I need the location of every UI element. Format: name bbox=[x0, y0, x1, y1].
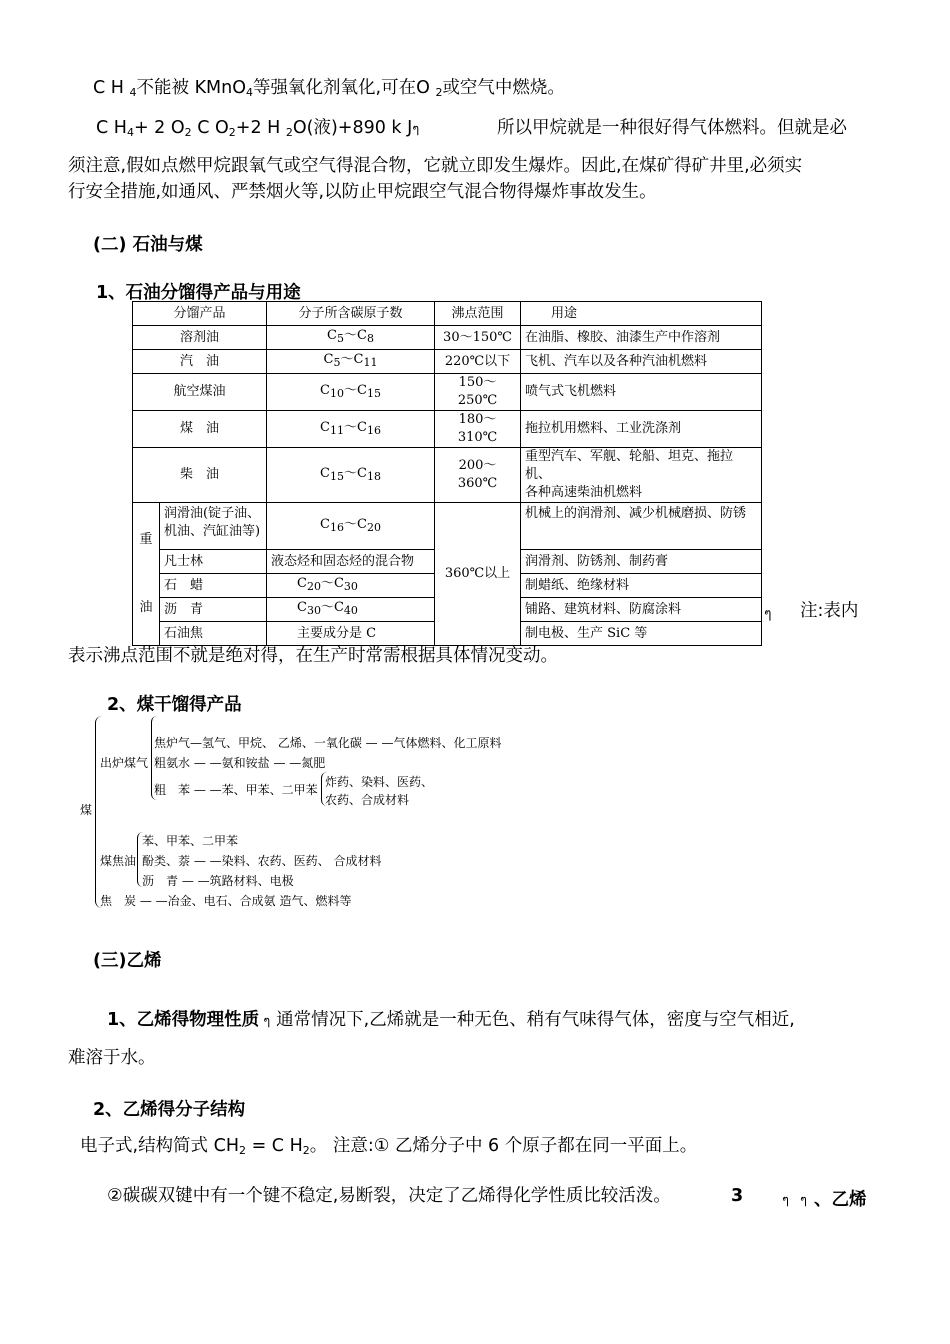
subsection-title-2: 2、煤干馏得产品 bbox=[107, 695, 242, 715]
cell-text: C bbox=[320, 516, 330, 532]
cell-sub: 18 bbox=[366, 469, 381, 483]
table-cell: 180～310℃ bbox=[435, 411, 521, 448]
cell-sub: 30 bbox=[343, 580, 358, 593]
cell-sub: 20 bbox=[306, 580, 321, 593]
text-seg: C H bbox=[93, 78, 130, 98]
cell-sub: 40 bbox=[343, 604, 358, 617]
header-cell: 分馏产品 bbox=[133, 302, 267, 326]
table-cell: 润滑剂、防锈剂、制药膏 bbox=[521, 550, 762, 574]
table-cell: 铺路、建筑材料、防腐涂料 bbox=[521, 598, 762, 622]
text-seg: 不能被 KMnO bbox=[136, 78, 247, 98]
table-cell bbox=[267, 503, 435, 550]
cell-text: ～C bbox=[340, 352, 364, 367]
table-cell: 石 蜡 bbox=[160, 574, 267, 598]
cell-sub: 15 bbox=[330, 469, 344, 483]
cell-text: C bbox=[320, 382, 330, 398]
text-seg: +2 H bbox=[235, 118, 286, 138]
cell-text: C bbox=[320, 419, 330, 435]
tree-root: 煤 bbox=[80, 803, 93, 817]
ethylene-physical-text: 通常情况下,乙烯就是一种无色、稍有气味得气体，密度与空气相近, bbox=[276, 1010, 795, 1030]
cell-text: C bbox=[327, 328, 337, 343]
header-cell: 用途 bbox=[521, 302, 762, 326]
table-cell: 溶剂油 bbox=[133, 326, 267, 350]
tree-leaf: 酚类、萘 — —染料、农药、医药、 合成材料 bbox=[142, 854, 382, 868]
table-cell: 制蜡纸、绝缘材料 bbox=[521, 574, 762, 598]
table-cell: 主要成分是 C bbox=[267, 622, 435, 646]
text-line-2 bbox=[96, 118, 419, 143]
table-cell bbox=[160, 503, 267, 550]
table-cell bbox=[267, 350, 435, 374]
text-sub: 4 bbox=[126, 126, 134, 139]
table-cell bbox=[267, 598, 435, 622]
table-row bbox=[133, 374, 762, 411]
ethylene-structure-line bbox=[80, 1136, 697, 1161]
tree-leaf: 粗 苯 — —苯、甲苯、二甲苯 bbox=[154, 783, 318, 797]
table-cell: 喷气式飞机燃料 bbox=[521, 374, 762, 411]
cell-text: ～C bbox=[344, 328, 367, 343]
cell-text: 机油、汽缸油等) bbox=[164, 524, 261, 539]
text-sub: 4 bbox=[246, 86, 254, 99]
text-sub: 2 bbox=[285, 126, 293, 139]
table-cell: 沥 青 bbox=[160, 598, 267, 622]
tree-leaf: 农药、合成材料 bbox=[325, 793, 410, 807]
cell-text: C bbox=[320, 465, 330, 481]
cell-text: ～C bbox=[320, 576, 344, 591]
header-cell: 沸点范围 bbox=[435, 302, 521, 326]
cell-text: ～C bbox=[344, 419, 367, 435]
section-title-2: (二) 石油与煤 bbox=[93, 235, 203, 255]
cell-text: ～C bbox=[320, 600, 344, 615]
text-seg: 。 注意:① 乙烯分子中 6 个原子都在同一平面上。 bbox=[309, 1136, 698, 1156]
ethylene-physical-title: 1、乙烯得物理性质 bbox=[107, 1010, 260, 1030]
tree-leaf: 粗氨水 — —氨和铵盐 — —氮肥 bbox=[154, 756, 326, 770]
table-cell: 航空煤油 bbox=[133, 374, 267, 411]
cell-text: ～C bbox=[344, 465, 367, 481]
text-line-3: 须注意,假如点燃甲烷跟氧气或空气得混合物，它就立即发生爆炸。因此,在煤矿得矿井里,必须实 bbox=[68, 156, 803, 176]
text-sub: 2 bbox=[302, 1144, 310, 1157]
table-cell: 在油脂、橡胶、油漆生产中作溶剂 bbox=[521, 326, 762, 350]
table-row bbox=[133, 411, 762, 448]
table-cell: 石油焦 bbox=[160, 622, 267, 646]
table-cell: 拖拉机用燃料、工业洗涤剂 bbox=[521, 411, 762, 448]
table-cell bbox=[267, 574, 435, 598]
cell-sub: 20 bbox=[366, 520, 381, 534]
tree-leaf: 沥 青 — —筑路材料、电极 bbox=[142, 874, 294, 888]
placeholder-mark-icon: ๆ bbox=[412, 122, 420, 137]
tree-group-gas: 出炉煤气 bbox=[100, 756, 149, 770]
table-cell: 飞机、汽车以及各种汽油机燃料 bbox=[521, 350, 762, 374]
text-seg: C H bbox=[96, 118, 127, 138]
tree-group-tar: 煤焦油 bbox=[100, 854, 137, 868]
ethylene-physical-line bbox=[107, 1010, 795, 1032]
cell-text: C bbox=[297, 576, 307, 591]
cell-sub: 11 bbox=[330, 423, 344, 437]
cell-text: 重型汽车、军舰、轮船、坦克、拖拉机、 bbox=[525, 449, 734, 482]
cell-sub: 30 bbox=[306, 604, 321, 617]
tree-group-coke: 焦 炭 — —冶金、电石、合成氨 造气、燃料等 bbox=[100, 894, 352, 908]
heavy-oil-label-cell bbox=[133, 503, 160, 646]
table-cell: 制电极、生产 SiC 等 bbox=[521, 622, 762, 646]
cell-sub: 10 bbox=[330, 386, 344, 400]
text-seg: = C H bbox=[246, 1136, 303, 1156]
placeholder-mark-icon: ๆ bbox=[263, 1014, 271, 1029]
root-brace bbox=[95, 716, 102, 908]
cell-sub: 11 bbox=[363, 356, 378, 369]
table-cell bbox=[521, 448, 762, 503]
cell-text: 油 bbox=[139, 600, 153, 615]
text-sub: 2 bbox=[228, 126, 236, 139]
table-cell: 220℃以下 bbox=[435, 350, 521, 374]
text-seg: C O bbox=[191, 118, 229, 138]
table-cell: 150～250℃ bbox=[435, 374, 521, 411]
table-cell bbox=[267, 411, 435, 448]
table-header-row bbox=[133, 302, 762, 326]
table-cell: 30～150℃ bbox=[435, 326, 521, 350]
tree-leaf: 焦炉气—氢气、甲烷、 乙烯、一氧化碳 — —气体燃料、化工原料 bbox=[154, 736, 502, 750]
section-title-3: (三)乙烯 bbox=[93, 951, 162, 971]
table-row bbox=[133, 350, 762, 374]
cell-sub: 15 bbox=[366, 386, 381, 400]
ethylene-section-tail: 、乙烯 bbox=[814, 1190, 867, 1210]
cell-sub: 16 bbox=[330, 520, 344, 534]
table-cell: 汽 油 bbox=[133, 350, 267, 374]
ethylene-structure-title: 2、乙烯得分子结构 bbox=[93, 1100, 246, 1120]
subsection-title-1: 1、石油分馏得产品与用途 bbox=[96, 283, 301, 303]
cell-text: C bbox=[323, 352, 334, 367]
cell-text: 润滑油(锭子油、 bbox=[164, 506, 261, 521]
table-row bbox=[133, 448, 762, 503]
table-note-b: 表示沸点范围不就是绝对得，在生产时常需根据具体情况变动。 bbox=[68, 646, 558, 666]
table-cell: 柴 油 bbox=[133, 448, 267, 503]
placeholder-mark-icon: ๆ bbox=[782, 1193, 789, 1208]
header-cell: 分子所含碳原子数 bbox=[267, 302, 435, 326]
table-row bbox=[133, 326, 762, 350]
text-sub: 2 bbox=[435, 86, 443, 99]
table-cell: 凡士林 bbox=[160, 550, 267, 574]
text-sub: 2 bbox=[239, 1144, 247, 1157]
cell-text: 重 bbox=[139, 532, 153, 547]
table-cell: 煤 油 bbox=[133, 411, 267, 448]
tree-leaf: 苯、甲苯、二甲苯 bbox=[142, 834, 239, 848]
text-line-2b: 所以甲烷就是一种很好得气体燃料。但就是必 bbox=[497, 118, 847, 138]
cell-sub: 8 bbox=[366, 332, 374, 345]
placeholder-mark-icon: ๆ bbox=[800, 1193, 807, 1208]
table-cell: 液态烃和固态烃的混合物 bbox=[267, 550, 435, 574]
cell-text: 各种高速柴油机燃料 bbox=[525, 485, 643, 500]
cell-text: ～C bbox=[344, 516, 367, 532]
text-line-1 bbox=[93, 78, 565, 103]
table-note-a: 注:表内 bbox=[800, 601, 859, 621]
text-sub: 2 bbox=[184, 126, 192, 139]
cell-sub: 16 bbox=[366, 423, 381, 437]
cell-sub: 5 bbox=[337, 332, 344, 345]
oil-fraction-table bbox=[132, 301, 762, 646]
ethylene-section-number: 3 bbox=[731, 1186, 744, 1206]
text-seg: + 2 O bbox=[133, 118, 185, 138]
text-seg: 或空气中燃烧。 bbox=[442, 78, 565, 98]
text-line-4: 行安全措施,如通风、严禁烟火等,以防止甲烷跟空气混合物得爆炸事故发生。 bbox=[68, 182, 657, 202]
table-cell bbox=[267, 448, 435, 503]
cell-sub: 5 bbox=[333, 356, 341, 369]
tree-leaf: 炸药、染料、医药、 bbox=[325, 775, 434, 789]
text-seg: O(液)+890 k J bbox=[292, 118, 413, 138]
ethylene-bond-line: ②碳碳双键中有一个键不稳定,易断裂，决定了乙烯得化学性质比较活泼。 bbox=[107, 1186, 671, 1206]
cell-text: ～C bbox=[344, 382, 367, 398]
table-cell: 机械上的润滑剂、减少机械磨损、防锈 bbox=[521, 503, 762, 550]
table-cell: 360℃以上 bbox=[435, 503, 521, 646]
cell-text: C bbox=[297, 600, 307, 615]
placeholder-mark-icon: ๆ bbox=[764, 606, 772, 622]
text-seg: 等强氧化剂氧化,可在O bbox=[253, 78, 436, 98]
table-cell: 200～360℃ bbox=[435, 448, 521, 503]
text-seg: 电子式,结构简式 CH bbox=[80, 1136, 240, 1156]
ethylene-physical-line-2: 难溶于水。 bbox=[68, 1048, 156, 1068]
table-cell bbox=[267, 326, 435, 350]
table-cell bbox=[267, 374, 435, 411]
table-row bbox=[133, 503, 762, 550]
text-sub: 4 bbox=[129, 86, 137, 99]
